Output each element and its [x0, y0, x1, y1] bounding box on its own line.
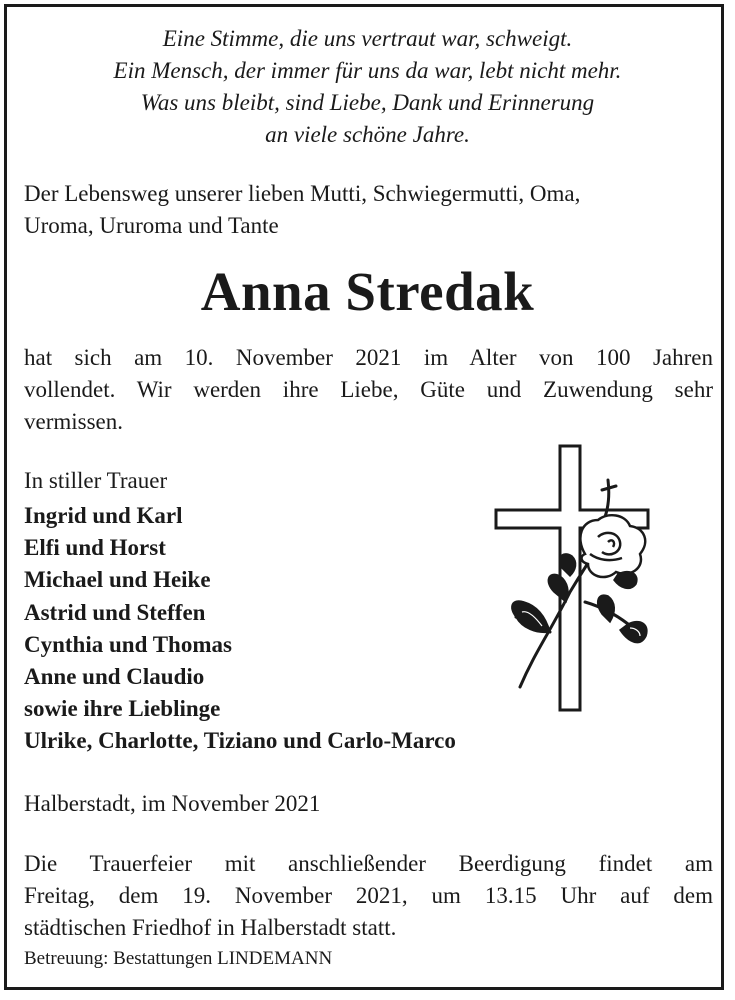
mourner-entry: sowie ihre Lieblinge — [24, 696, 221, 722]
mourning-label: In stiller Trauer — [24, 468, 168, 493]
mourner-entry: Astrid und Steffen — [24, 599, 206, 625]
funeral-director: Betreuung: Bestattungen LINDEMANN — [24, 948, 333, 969]
mourner-entry: Elfi und Horst — [24, 535, 166, 561]
mourner-entry: Anne und Claudio — [24, 664, 205, 690]
announcement-line: hat sich am 10. November 2021 im Alter von 100 Jahren — [24, 345, 713, 370]
poem-line: Ein Mensch, der immer für uns da war, lebt nicht mehr. — [113, 58, 622, 83]
mourner-entry: Cynthia und Thomas — [24, 631, 232, 657]
announcement-line: vollendet. Wir werden ihre Liebe, Güte und Zuwendung sehr — [24, 377, 713, 402]
mourner-entry: Ingrid und Karl — [24, 503, 183, 528]
place-date: Halberstadt, im November 2021 — [24, 791, 321, 816]
poem — [0, 23, 735, 151]
mourner-entry: Michael und Heike — [24, 567, 211, 593]
announcement-line: vermissen. — [24, 409, 124, 434]
funeral-line: Die Trauerfeier mit anschließender Beerdigung findet am — [24, 851, 713, 876]
mourners-list — [24, 500, 456, 758]
intro-line: Uroma, Ururoma und Tante — [24, 213, 279, 238]
funeral-info — [24, 848, 713, 944]
poem-line: Eine Stimme, die uns vertraut war, schweigt. — [162, 26, 573, 51]
intro-line: Der Lebensweg unserer lieben Mutti, Schwiegermutti, Oma, — [24, 181, 581, 206]
announcement-text — [24, 342, 713, 438]
cross-with-rose-icon — [490, 442, 660, 717]
poem-line: Was uns bleibt, sind Liebe, Dank und Erinnerung — [140, 90, 595, 115]
funeral-line: städtischen Friedhof in Halberstadt statt. — [24, 915, 397, 940]
deceased-name: Anna Stredak — [200, 261, 535, 322]
poem-line: an viele schöne Jahre. — [265, 122, 470, 147]
mourner-entry: Ulrike, Charlotte, Tiziano und Carlo-Marco — [24, 728, 456, 754]
funeral-line: Freitag, dem 19. November 2021, um 13.15 Uhr auf dem — [24, 883, 713, 908]
intro-text — [24, 178, 714, 242]
